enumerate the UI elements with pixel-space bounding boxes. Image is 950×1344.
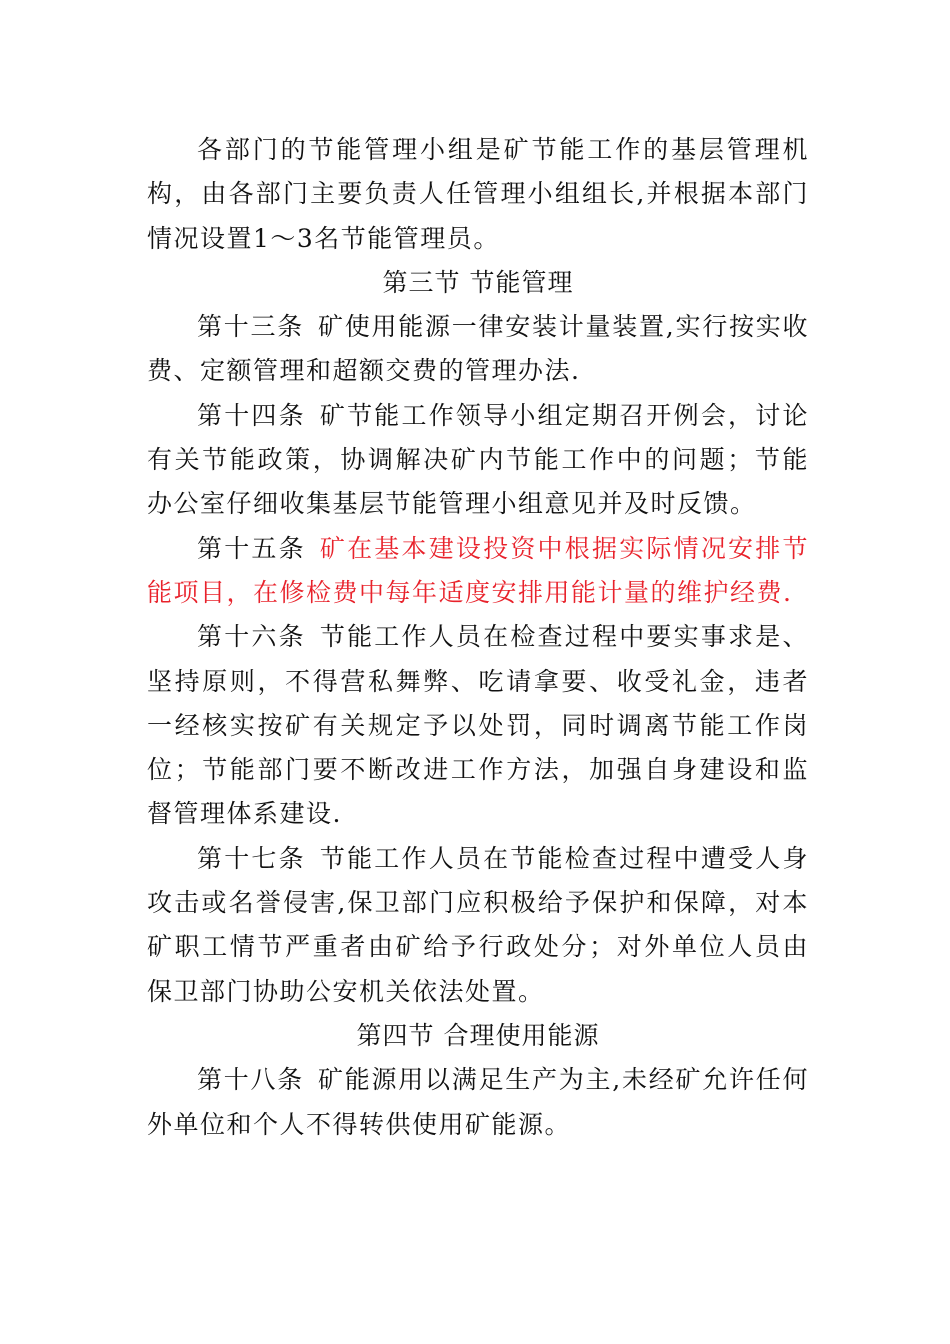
article-label: 第十七条 [197,843,306,873]
article-label: 第十五条 [197,533,306,563]
article-16 [147,615,809,836]
article-label: 第十八条 [197,1065,305,1095]
document-body [147,128,809,1147]
paragraph-text: 各部门的节能管理小组是矿节能工作的基层管理机构，由各部门主要负责人任管理小组组长,并根据本部门情况设置1～3名节能管理员。 [147,135,809,253]
article-13 [147,305,809,394]
section-heading-3 [147,261,809,305]
article-label: 第十六条 [197,622,306,652]
section-heading-text: 第三节 节能管理 [382,267,574,297]
section-heading-text: 第四节 合理使用能源 [356,1020,600,1050]
article-text: 矿能源用以满足生产为主,未经矿允许任何外单位和个人不得转供使用矿能源。 [147,1065,809,1139]
article-text: 矿节能工作领导小组定期召开例会，讨论有关节能政策，协调解决矿内节能工作中的问题；节能办公室仔细收集基层节能管理小组意见并及时反馈。 [147,400,809,519]
article-text: 矿使用能源一律安装计量装置,实行按实收费、定额管理和超额交费的管理办法. [147,312,809,386]
article-17 [147,837,809,1014]
article-18 [147,1058,809,1147]
article-text: 节能工作人员在节能检查过程中遭受人身攻击或名誉侵害,保卫部门应积极给予保护和保障，对本矿职工情节严重者由矿给予行政处分；对外单位人员由保卫部门协助公安机关依法处置。 [147,843,809,1006]
article-text: 节能工作人员在检查过程中要实事求是、坚持原则，不得营私舞弊、吃请拿要、收受礼金，违者一经核实按矿有关规定予以处罚，同时调离节能工作岗位；节能部门要不断改进工作方法，加强自身建设和监督管理体系建设. [147,622,809,829]
article-14 [147,394,809,527]
article-text-highlighted: 矿在基本建设投资中根据实际情况安排节能项目，在修检费中每年适度安排用能计量的维护经费. [147,533,809,607]
section-heading-4 [147,1014,809,1058]
article-label: 第十四条 [197,400,306,430]
paragraph-management-groups [147,128,809,261]
article-15 [147,527,809,616]
article-label: 第十三条 [197,312,305,342]
